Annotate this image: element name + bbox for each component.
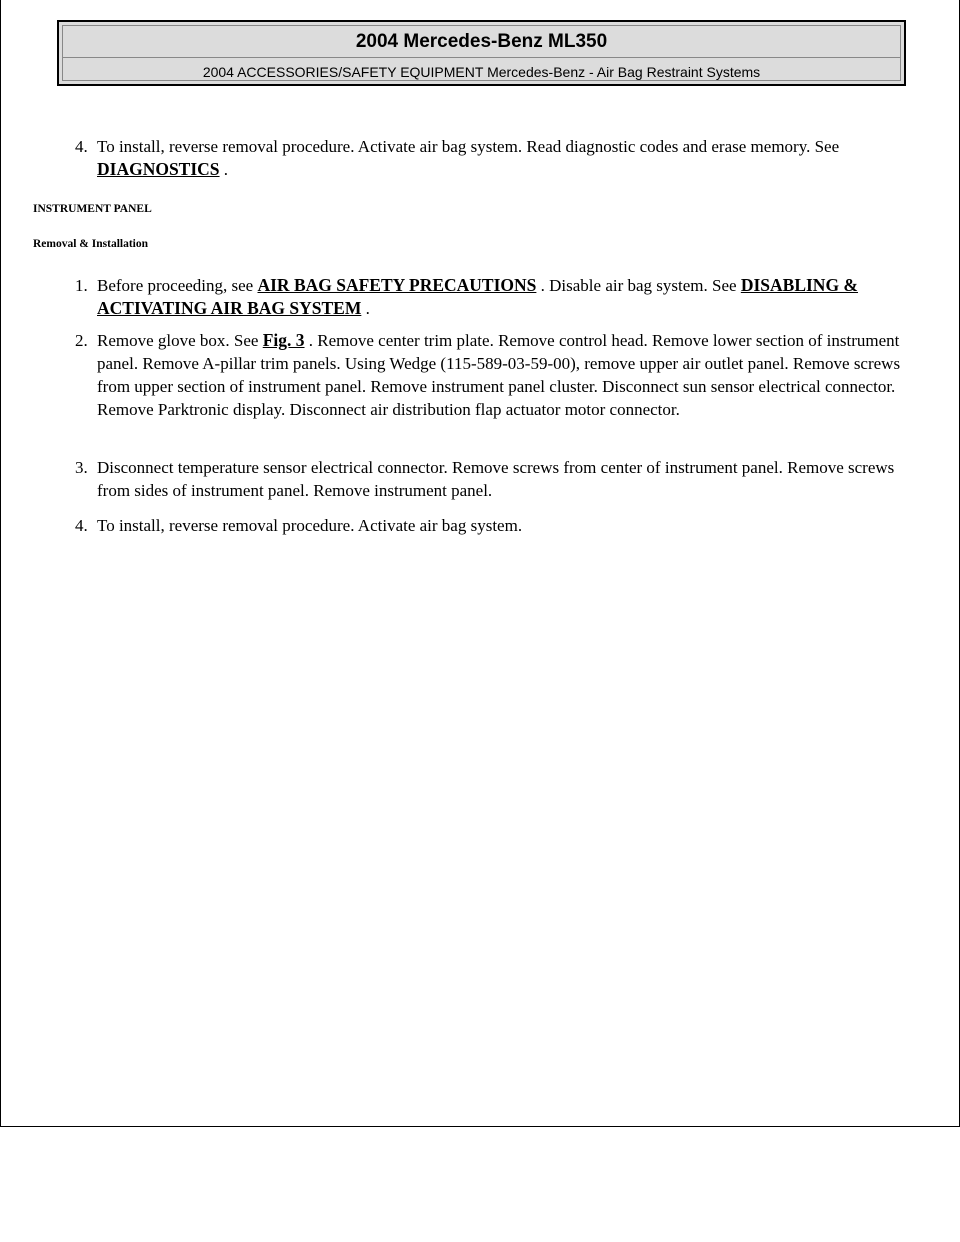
step-text-segment: Remove glove box. See (97, 331, 263, 350)
step-text-segment: . (361, 299, 370, 318)
step-number: 1. (75, 276, 88, 295)
step-number: 3. (75, 458, 88, 477)
document-header (57, 20, 906, 86)
list-item (75, 274, 915, 320)
step-number: 4. (75, 137, 88, 156)
vehicle-title: 2004 Mercedes-Benz ML350 (355, 31, 608, 52)
step-text: Disconnect temperature sensor electrical connector. Remove screws from center of instrument panel. Remove screws from sides of instrument panel. Remove instrument panel. (97, 458, 895, 500)
disabling-activating-air-bag-link[interactable]: DISABLING & ACTIVATING AIR BAG SYSTEM (97, 275, 859, 318)
step-number: 4. (75, 516, 88, 535)
section-subtitle: 2004 ACCESSORIES/SAFETY EQUIPMENT Mercedes-Benz - Air Bag Restraint Systems (202, 64, 761, 80)
subsection-heading: Removal & Installation (33, 238, 148, 250)
step-text (97, 135, 915, 181)
fig-3-link[interactable]: Fig. 3 (262, 330, 305, 350)
step-number: 2. (75, 331, 88, 350)
step-text-segment: Before proceeding, see (97, 276, 258, 295)
step-text-segment: To install, reverse removal procedure. Activate air bag system. Read diagnostic codes and erase memory. See (97, 137, 840, 156)
step-text-segment: . Disable air bag system. See (536, 276, 741, 295)
header-divider (63, 57, 900, 58)
step-text-segment: . (219, 160, 229, 179)
list-item (75, 514, 915, 537)
section-heading: INSTRUMENT PANEL (33, 203, 152, 215)
list-item (75, 135, 915, 181)
list-item (75, 329, 915, 421)
step-text: To install, reverse removal procedure. Activate air bag system. (97, 516, 523, 535)
header-inner-border (62, 25, 901, 81)
diagnostics-link[interactable]: DIAGNOSTICS (97, 159, 220, 179)
step-text (97, 329, 915, 421)
step-text (97, 274, 915, 320)
air-bag-safety-precautions-link[interactable]: AIR BAG SAFETY PRECAUTIONS (257, 275, 537, 295)
step-text-segment: . Remove center trim plate. Remove control head. Remove lower section of instrument panel. Remove A-pillar trim panels. Using Wedge (115-589-03-59-00), remove upper air outlet panel. Remove screws from upper section of instrument panel. Remove instrument panel cluster. Disconnect sun sensor electrical connector. Remove Parktronic display. Disconnect air distribution flap actuator motor connector. (97, 331, 901, 419)
list-item (75, 456, 915, 502)
